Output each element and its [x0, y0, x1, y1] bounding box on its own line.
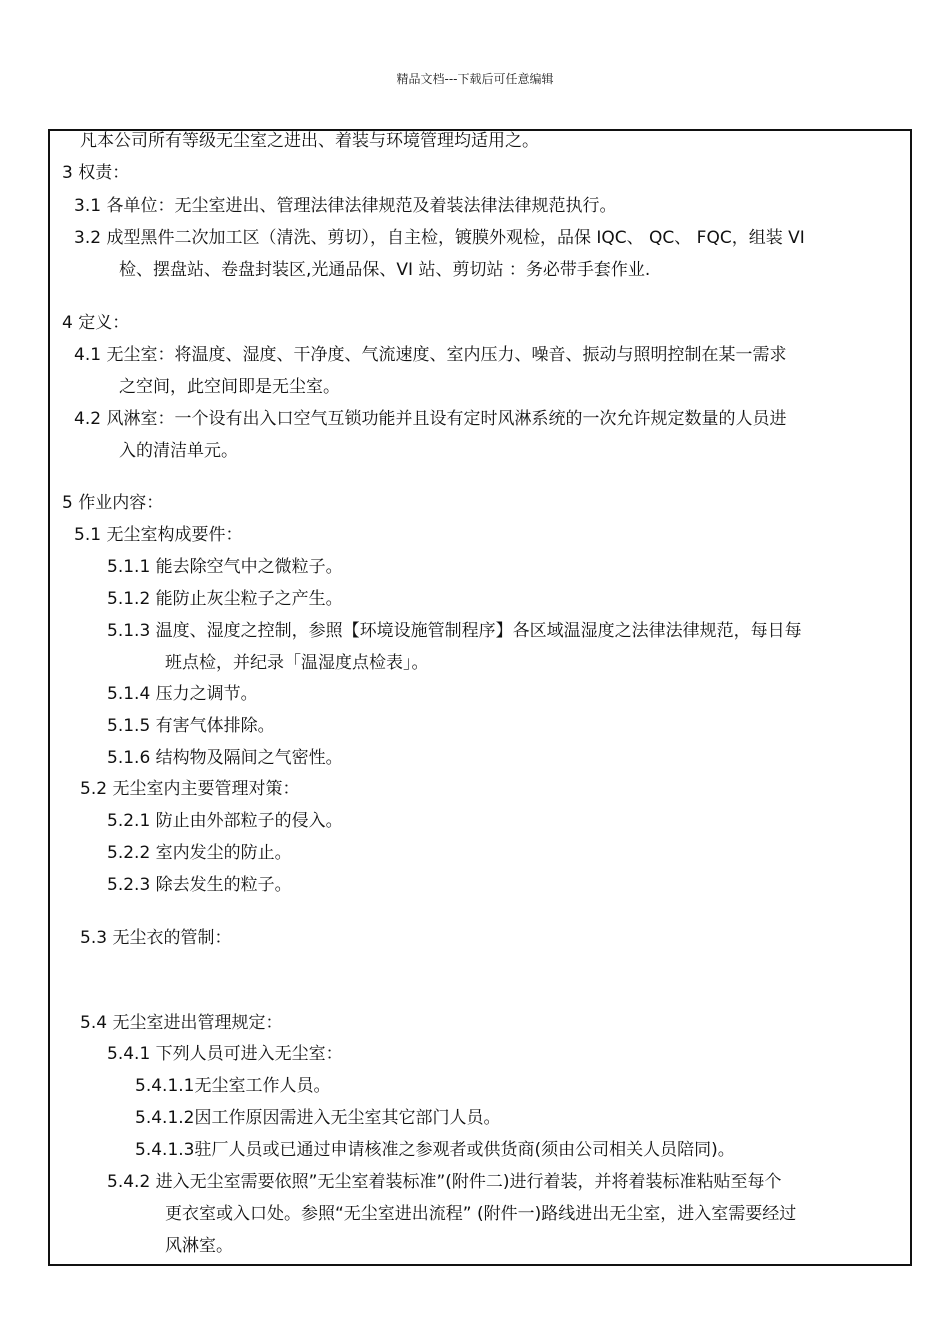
item-4-1-cont: 之空间，此空间即是无尘室。	[119, 377, 340, 397]
section-3-heading: 3 权责：	[62, 163, 130, 183]
section-4-heading: 4 定义：	[62, 313, 130, 333]
item-3-2-cont: 检、摆盘站、卷盘封装区,光通品保、VI 站、剪切站 ：务必带手套作业.	[119, 260, 651, 280]
item-5-4-1-3: 5.4.1.3驻厂人员或已通过申请核准之参观者或供货商(须由公司相关人员陪同)。	[135, 1140, 735, 1160]
item-5-1-3: 5.1.3 温度、湿度之控制，参照【环境设施管制程序】各区域温湿度之法律法律规范，每日每	[107, 621, 802, 641]
item-3-1: 3.1 各单位：无尘室进出、管理法律法律规范及着装法律法律规范执行。	[74, 196, 617, 216]
item-4-2: 4.2 风淋室：一个设有出入口空气互锁功能并且设有定时风淋系统的一次允许规定数量的人员进	[74, 409, 787, 429]
item-5-4-2-cont-2: 风淋室。	[165, 1236, 233, 1256]
item-5-3: 5.3 无尘衣的管制：	[80, 928, 232, 948]
item-5-4-2-cont-1: 更衣室或入口处。参照“无尘室进出流程” (附件一)路线进出无尘室，进入室需要经过	[165, 1204, 797, 1224]
item-5-2-1: 5.2.1 防止由外部粒子的侵入。	[107, 811, 343, 831]
section-5-heading: 5 作业内容：	[62, 493, 164, 513]
item-4-1: 4.1 无尘室：将温度、湿度、干净度、气流速度、室内压力、噪音、振动与照明控制在某一需求	[74, 345, 787, 365]
page-header: 精品文档---下载后可任意编辑	[396, 72, 554, 86]
item-5-1-2: 5.1.2 能防止灰尘粒子之产生。	[107, 589, 343, 609]
item-5-4-1-1: 5.4.1.1无尘室工作人员。	[135, 1076, 331, 1096]
item-5-1: 5.1 无尘室构成要件：	[74, 525, 243, 545]
item-5-1-6: 5.1.6 结构物及隔间之气密性。	[107, 748, 343, 768]
item-3-2: 3.2 成型黑件二次加工区（清洗、剪切），自主检，镀膜外观检，品保 IQC、 QC、 FQC，组装 VI	[74, 228, 805, 248]
item-5-1-5: 5.1.5 有害气体排除。	[107, 716, 275, 736]
item-5-4-1: 5.4.1 下列人员可进入无尘室：	[107, 1044, 343, 1064]
item-5-4-1-2: 5.4.1.2因工作原因需进入无尘室其它部门人员。	[135, 1108, 501, 1128]
item-5-1-1: 5.1.1 能去除空气中之微粒子。	[107, 557, 343, 577]
item-5-2: 5.2 无尘室内主要管理对策：	[80, 779, 300, 799]
item-5-4: 5.4 无尘室进出管理规定：	[80, 1013, 283, 1033]
item-4-2-cont: 入的清洁单元。	[119, 441, 238, 461]
scope-text: 凡本公司所有等级无尘室之进出、着装与环境管理均适用之。	[80, 131, 539, 151]
item-5-1-4: 5.1.4 压力之调节。	[107, 684, 258, 704]
item-5-1-3-cont: 班点检，并纪录「温湿度点检表」。	[165, 653, 429, 673]
item-5-4-2: 5.4.2 进入无尘室需要依照”无尘室着装标准”(附件二)进行着装，并将着装标准粘贴至每个	[107, 1172, 782, 1192]
item-5-2-3: 5.2.3 除去发生的粒子。	[107, 875, 292, 895]
item-5-2-2: 5.2.2 室内发尘的防止。	[107, 843, 292, 863]
